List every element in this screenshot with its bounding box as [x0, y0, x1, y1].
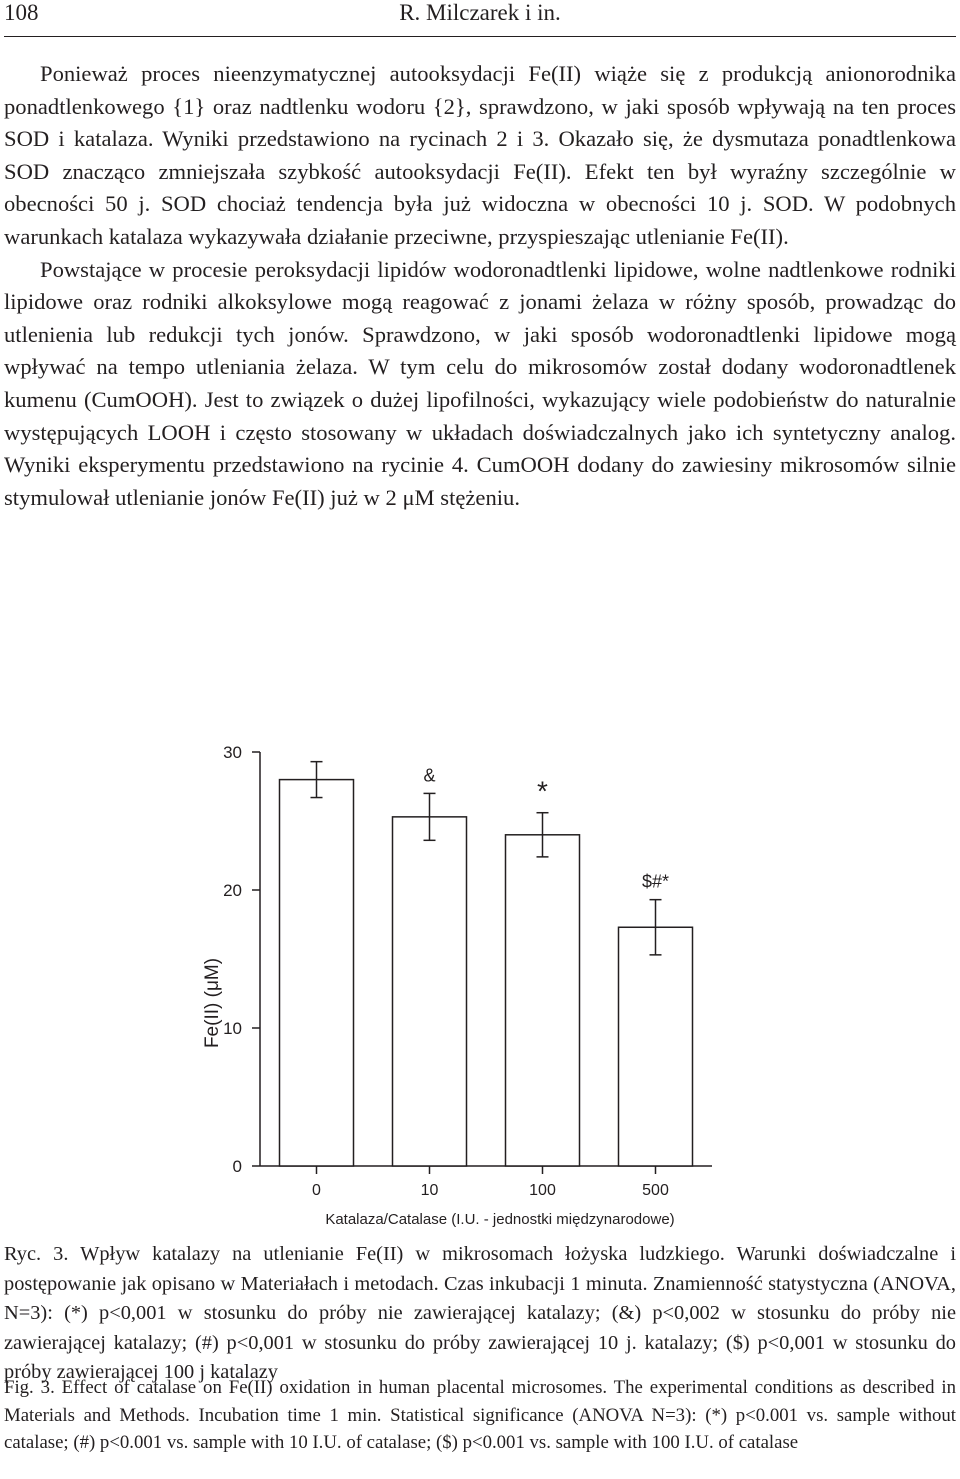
significance-label: $#* [641, 871, 670, 892]
figure-caption-polish: Ryc. 3. Wpływ katalazy na utlenianie Fe(II) w mikrosomach łożyska ludzkiego. Warunki doświadczalne i postępowanie jak opisano w Materiałach i metodach. Czas inkubacji 1 minuta. Znamienność statystyczna (ANOVA, N=3): (*) p<0,001 w stosunku do próby nie zawierającej katalazy; (&) p<0,002 w stosunku do próby nie zawierającej katalazy; (#) p<0,001 w stosunku do próby zawierającej 10 j. katalazy; ($) p<0,001 w stosunku do próby zawierającej 100 j katalazy [4, 1243, 956, 1384]
significance-label: & [423, 765, 436, 786]
bar [393, 817, 467, 1166]
bar [280, 780, 354, 1166]
x-tick-label: 100 [529, 1182, 556, 1199]
page-header [4, 0, 956, 37]
y-tick-label: 10 [223, 1019, 242, 1038]
y-tick-label: 20 [223, 881, 242, 900]
y-tick-label: 30 [223, 743, 242, 762]
body-text [4, 58, 956, 514]
figure-caption-english: Fig. 3. Effect of catalase on Fe(II) oxidation in human placental microsomes. The experimental conditions as described in Materials and Methods. Incubation time 1 min. Statistical significance (ANOVA N=3): (*) p<0.001 vs. sample without catalase; (#) p<0.001 vs. sample with 10 I.U. of catalase; ($) p<0.001 vs. sample with 100 I.U. of catalase [4, 1377, 956, 1453]
bar [619, 927, 693, 1166]
significance-label: * [537, 775, 548, 807]
paragraph-2: Powstające w procesie peroksydacji lipidów wodoronadtlenki lipidowe, wolne nadtlenkowe rodniki lipidowe oraz rodniki alkoksylowe mogą reagować z jonami żelaza w różny sposób, prowadząc do utlenienia lub redukcji tych jonów. Sprawdzono, w jaki sposób wodoronadtlenki lipidowe mogą wpływać na tempo utleniania żelaza. W tym celu do mikrosomów został dodany wodoronadtlenek kumenu (CumOOH). Jest to związek o dużej lipofilności, wykazujący wiele podobieństw do naturalnie występujących LOOH i często stosowany w układach doświadczalnych jako ich syntetyczny analog. Wyniki eksperymentu przedstawiono na rycinie 4. CumOOH dodany do zawiesiny mikrosomów silnie stymulował utlenianie jonów Fe(II) już w 2 μM stężeniu. [4, 256, 956, 510]
running-title: R. Milczarek i in. [399, 0, 561, 25]
y-axis-label: Fe(II) (μM) [202, 957, 223, 1049]
paragraph-1: Ponieważ proces nieenzymatycznej autooksydacji Fe(II) wiąże się z produkcją anionorodnika ponadtlenkowego {1} oraz nadtlenku wodoru {2}, sprawdzono, w jaki sposób wpływają na ten proces SOD i katalaza. Wyniki przedstawiono na rycinach 2 i 3. Okazało się, że dysmutaza ponadtlenkowa SOD znacząco zmniejszała szybkość autooksydacji Fe(II). Efekt ten był wyraźny szczególnie w obecności 50 j. SOD chociaż tendencja była już widoczna w obecności 10 j. SOD. W podobnych warunkach katalaza wykazywała działanie przeciwne, przyspieszając utlenianie Fe(II). [4, 61, 956, 249]
chart-plot-area [223, 743, 712, 1199]
x-tick-label: 0 [312, 1182, 321, 1199]
page-number: 108 [4, 0, 39, 25]
bar [506, 835, 580, 1166]
x-tick-label: 10 [420, 1182, 439, 1199]
bar-chart [0, 730, 960, 1235]
y-tick-label: 0 [232, 1157, 242, 1176]
x-tick-label: 500 [642, 1182, 669, 1199]
x-axis-label: Katalaza/Catalase (I.U. - jednostki międzynarodowe) [325, 1211, 675, 1228]
